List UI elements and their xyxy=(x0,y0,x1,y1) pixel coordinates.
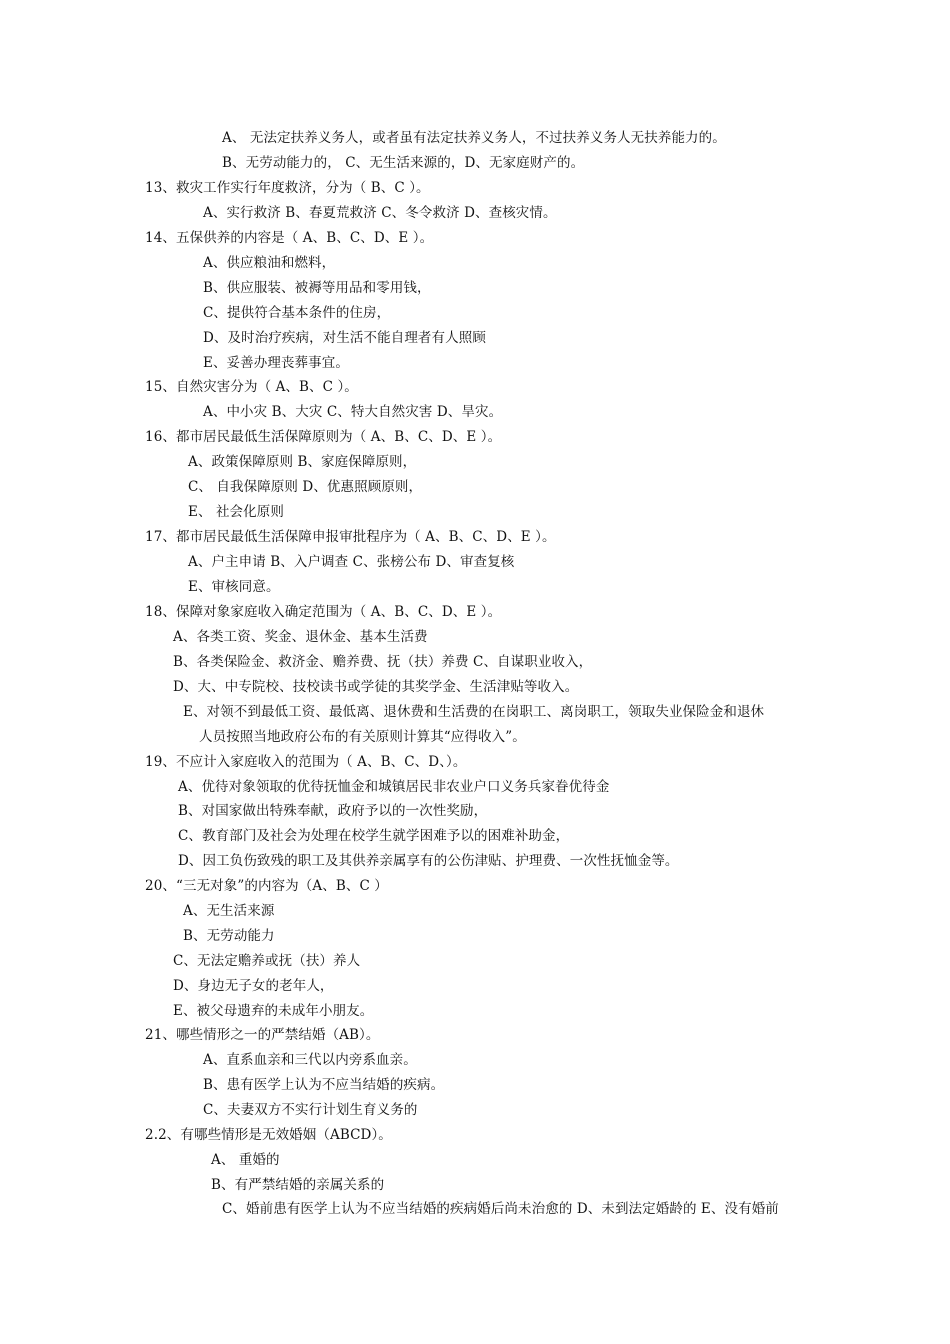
answer-option-line: A、 重婚的 xyxy=(211,1152,280,1168)
answer-option-line: A、各类工资、奖金、退休金、基本生活费 xyxy=(173,629,428,645)
answer-option-line: A、直系血亲和三代以内旁系血亲。 xyxy=(203,1052,417,1068)
answer-option-line: E、 社会化原则 xyxy=(188,504,284,520)
answer-option-line: D、身边无子女的老年人， xyxy=(173,978,334,994)
question-line: 21、哪些情形之一的严禁结婚（AB）。 xyxy=(145,1027,380,1043)
answer-option-line: E、妥善办理丧葬事宜。 xyxy=(203,355,349,371)
answer-option-line: B、患有医学上认为不应当结婚的疾病。 xyxy=(203,1077,445,1093)
answer-option-line: C、提供符合基本条件的住房， xyxy=(203,305,391,321)
answer-option-line: B、对国家做出特殊奉献，政府予以的一次性奖励， xyxy=(178,803,488,819)
question-line: 13、救灾工作实行年度救济，分为（ B、C ）。 xyxy=(145,180,430,196)
question-line: 15、自然灾害分为（ A、B、C ）。 xyxy=(145,379,358,395)
answer-option-line: B、有严禁结婚的亲属关系的 xyxy=(211,1177,385,1193)
answer-option-line: A、实行救济 B、春夏荒救济 C、冬令救济 D、查核灾情。 xyxy=(203,205,557,221)
answer-option-line: A、无生活来源 xyxy=(183,903,275,919)
answer-option-line: E、对领不到最低工资、最低离、退休费和生活费的在岗职工、离岗职工，领取失业保险金和退休 xyxy=(183,704,765,720)
question-line: 20、“三无对象”的内容为（A、B、C ） xyxy=(145,878,388,894)
answer-option-line: A、中小灾 B、大灾 C、特大自然灾害 D、旱灾。 xyxy=(203,404,503,420)
answer-option-line: A、户主申请 B、入户调查 C、张榜公布 D、审查复核 xyxy=(188,554,515,570)
answer-option-line: A、政策保障原则 B、家庭保障原则， xyxy=(188,454,417,470)
answer-option-line: D、大、中专院校、技校读书或学徒的其奖学金、生活津贴等收入。 xyxy=(173,679,579,695)
question-line: 16、都市居民最低生活保障原则为（ A、B、C、D、E ）。 xyxy=(145,429,502,445)
answer-option-line: 人员按照当地政府公布的有关原则计算其“应得收入”。 xyxy=(199,729,526,745)
answer-option-line: C、 自我保障原则 D、优惠照顾原则， xyxy=(188,479,423,495)
question-line: 14、五保供养的内容是（ A、B、C、D、E ）。 xyxy=(145,230,434,246)
answer-option-line: C、无法定赡养或抚（扶）养人 xyxy=(173,953,361,969)
answer-option-line: C、婚前患有医学上认为不应当结婚的疾病婚后尚未治愈的 D、未到法定婚龄的 E、没有婚前 xyxy=(222,1201,779,1217)
answer-option-line: B、无劳动能力 xyxy=(183,928,275,944)
question-line: 19、不应计入家庭收入的范围为（ A、B、C、D、）。 xyxy=(145,754,467,770)
question-line: 18、保障对象家庭收入确定范围为（ A、B、C、D、E ）。 xyxy=(145,604,502,620)
answer-option-line: E、审核同意。 xyxy=(188,579,280,595)
question-line: 17、都市居民最低生活保障申报审批程序为（ A、B、C、D、E ）。 xyxy=(145,529,556,545)
answer-option-line: D、及时治疗疾病，对生活不能自理者有人照顾 xyxy=(203,330,486,346)
answer-option-line: A、 无法定扶养义务人，或者虽有法定扶养义务人，不过扶养义务人无扶养能力的。 xyxy=(222,130,726,146)
answer-option-line: E、被父母遗弃的未成年小朋友。 xyxy=(173,1003,374,1019)
answer-option-line: B、供应服装、被褥等用品和零用钱， xyxy=(203,280,431,296)
answer-option-line: C、夫妻双方不实行计划生育义务的 xyxy=(203,1102,418,1118)
answer-option-line: B、无劳动能力的， C、无生活来源的，D、无家庭财产的。 xyxy=(222,155,585,171)
answer-option-line: A、优待对象领取的优待抚恤金和城镇居民非农业户口义务兵家眷优待金 xyxy=(178,779,610,795)
answer-option-line: A、供应粮油和燃料， xyxy=(203,255,336,271)
answer-option-line: D、因工负伤致残的职工及其供养亲属享有的公伤津贴、护理费、一次性抚恤金等。 xyxy=(178,853,679,869)
answer-option-line: C、教育部门及社会为处理在校学生就学困难予以的困难补助金， xyxy=(178,828,570,844)
question-line: 2.2、有哪些情形是无效婚姻（ABCD）。 xyxy=(145,1127,392,1143)
answer-option-line: B、各类保险金、救济金、赡养费、抚（扶）养费 C、自谋职业收入， xyxy=(173,654,593,670)
